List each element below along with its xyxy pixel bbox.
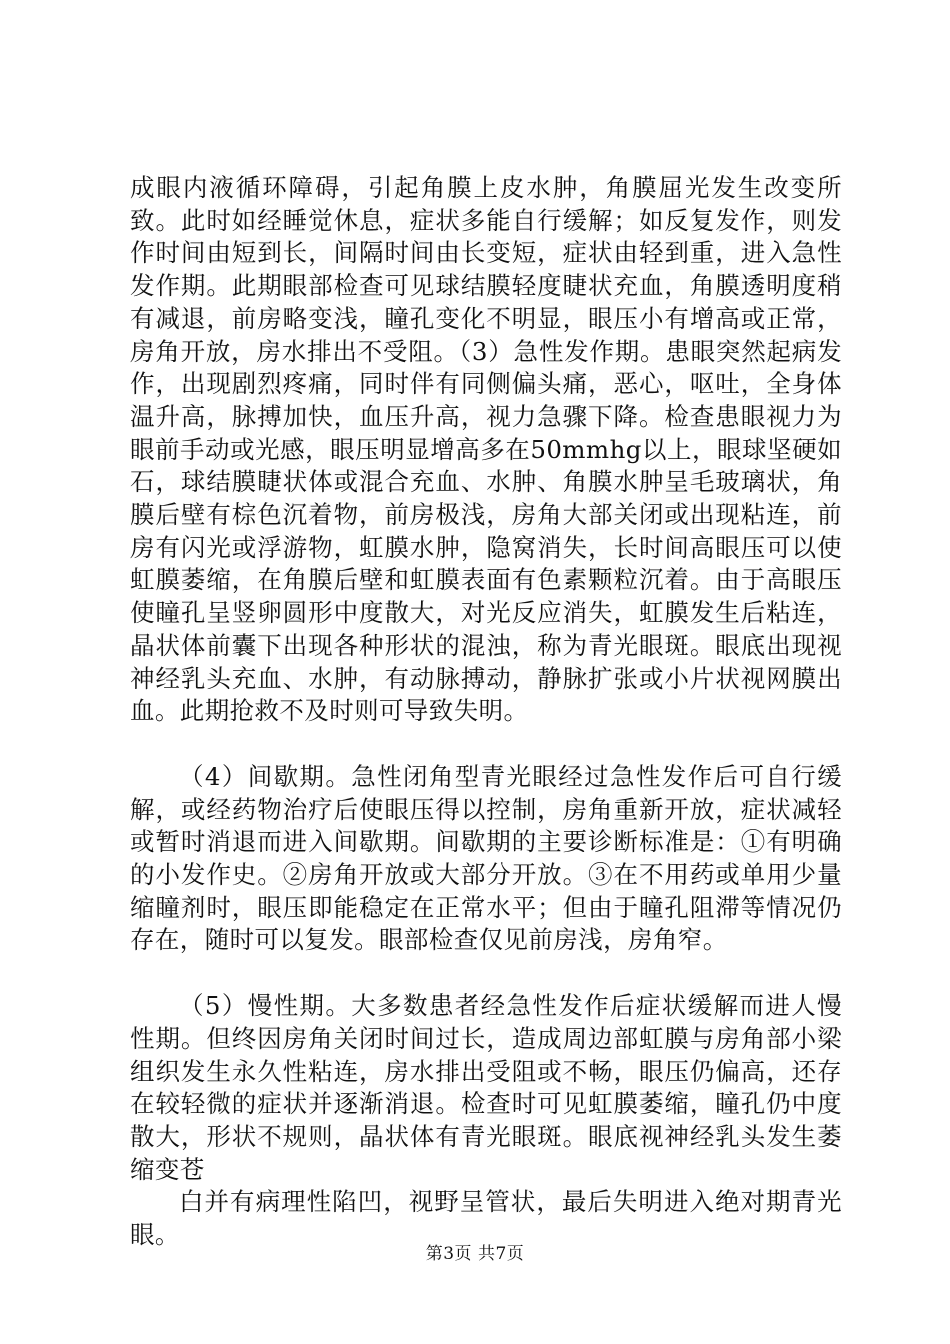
document-body: [130, 172, 842, 1252]
paragraph-absolute-stage: 白并有病理性陷凹，视野呈管状，最后失明进入绝对期青光眼。: [130, 1187, 842, 1250]
paragraph-chronic-stage: （5）慢性期。大多数患者经急性发作后症状缓解而进人慢性期。但终因房角关闭时间过长，造成周边部虹膜与房角部小梁组织发生永久性粘连，房水排出受阻或不畅，眼压仍偏高，还存在较轻微的症状并逐渐消退。检查时可见虹膜萎缩，瞳孔仍中度散大，形状不规则，晶状体有青光眼斑。眼底视神经乳头发生萎缩变苍: [130, 991, 842, 1184]
paragraph-acute-attack: 成眼内液循环障碍，引起角膜上皮水肿，角膜屈光发生改变所致。此时如经睡觉休息，症状多能自行缓解；如反复发作，则发作时间由短到长，间隔时间由长变短，症状由轻到重，进入急性发作期。此期眼部检查可见球结膜轻度睫状充血，角膜透明度稍有减退，前房略变浅，瞳孔变化不明显，眼压小有增高或正常，房角开放，房水排出不受阻。（3）急性发作期。患眼突然起病发作，出现剧烈疼痛，同时伴有同侧偏头痛，恶心，呕吐，全身体温升高，脉搏加快，血压升高，视力急骤下降。检查患眼视力为眼前手动或光感，眼压明显增高多在50mmhg以上，眼球坚硬如石，球结膜睫状体或混合充血、水肿、角膜水肿呈毛玻璃状，角膜后壁有棕色沉着物，前房极浅，房角大部关闭或出现粘连，前房有闪光或浮游物，虹膜水肿，隐窝消失，长时间高眼压可以使虹膜萎缩，在角膜后壁和虹膜表面有色素颗粒沉着。由于高眼压使瞳孔呈竖卵圆形中度散大，对光反应消失，虹膜发生后粘连，晶状体前囊下出现各种形状的混浊，称为青光眼斑。眼底出现视神经乳头充血、水肿，有动脉搏动，静脉扩张或小片状视网膜出血。此期抢救不及时则可导致失明。: [130, 173, 842, 726]
page-number-footer: 第3页 共7页: [425, 1244, 525, 1264]
paragraph-intermittent-stage: （4）间歇期。急性闭角型青光眼经过急性发作后可自行缓解，或经药物治疗后使眼压得以控制，房角重新开放，症状减轻或暂时消退而进入间歇期。间歇期的主要诊断标准是：①有明确的小发作史。②房角开放或大部分开放。③在不用药或单用少量缩瞳剂时，眼压即能稳定在正常水平；但由于瞳孔阻滞等情况仍存在，随时可以复发。眼部检查仅见前房浅，房角窄。: [130, 761, 842, 955]
